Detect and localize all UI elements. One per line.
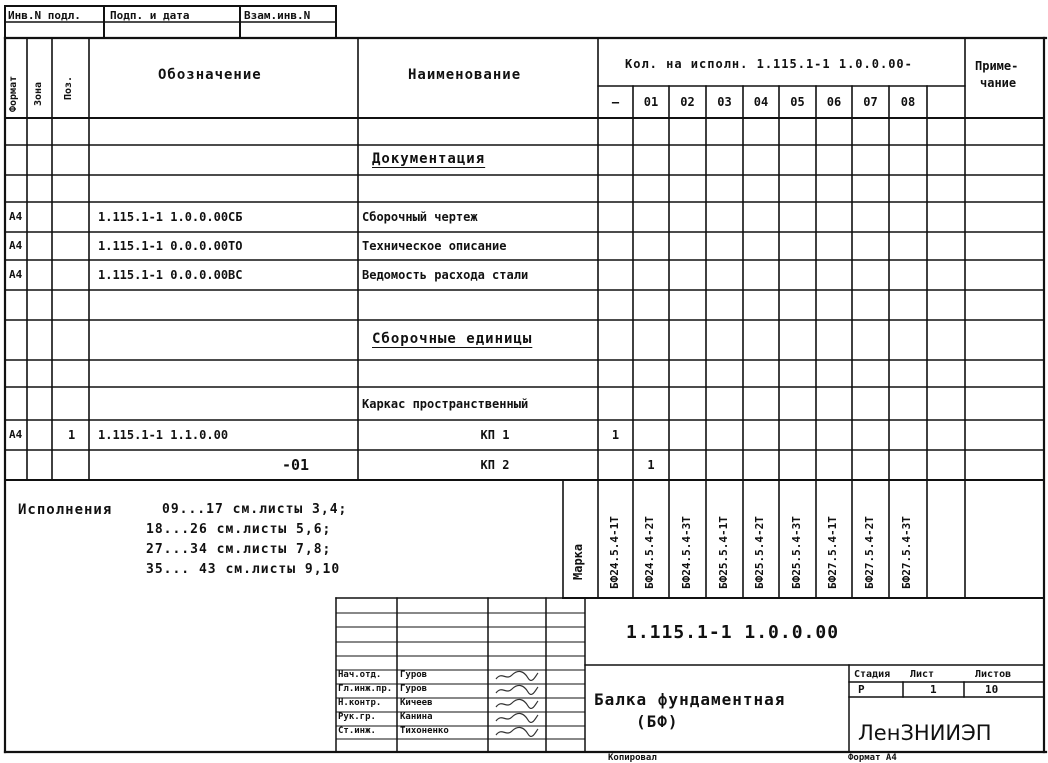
signature-role: Гл.инж.пр. (338, 684, 393, 694)
row-designation: 1.115.1-1 0.0.0.00ТО (98, 239, 243, 253)
row-designation: 1.115.1-1 0.0.0.00ВС (98, 268, 243, 282)
signature-name: Кичеев (400, 698, 433, 708)
marka-value-3: БФ25.5.4-1Т (716, 516, 730, 589)
row-format: А4 (9, 428, 23, 441)
variant-header-1: 01 (643, 95, 659, 109)
marka-label: Марка (571, 543, 585, 580)
variant-header-0: — (611, 95, 620, 109)
variant-header-3: 03 (717, 95, 732, 109)
footer-kopiroval: Копировал (608, 753, 657, 763)
sheet-value: 1 (930, 683, 937, 696)
organization-name: ЛенЗНИИЭП (858, 721, 992, 745)
row-name: КП 1 (480, 428, 510, 442)
variant-header-7: 07 (863, 95, 878, 109)
format-header: Формат (8, 75, 19, 112)
marka-value-5: БФ25.5.4-3Т (789, 516, 803, 589)
executions-line-2: 18...26 см.листы 5,6; (146, 522, 332, 537)
marka-value-7: БФ27.5.4-2Т (862, 516, 876, 589)
executions-line-3: 27...34 см.листы 7,8; (146, 542, 332, 557)
poz-header: Поз. (63, 75, 74, 100)
sheets-value: 10 (985, 683, 999, 696)
row-designation: 1.115.1-1 1.0.0.00СБ (98, 210, 243, 224)
signature-name: Гуров (400, 684, 428, 694)
signature-role: Рук.гр. (338, 712, 376, 722)
title-line-1: Балка фундаментная (594, 690, 786, 709)
stage-value: Р (858, 683, 865, 696)
row-name: КП 2 (480, 458, 510, 472)
title-line-2: (БФ) (636, 712, 679, 731)
executions-title: Исполнения (18, 502, 113, 518)
signature-name: Тихоненко (400, 726, 449, 736)
marka-value-0: БФ24.5.4-1Т (607, 516, 621, 589)
primechanie-header-2: чание (980, 76, 1017, 90)
signature-role: Нач.отд. (338, 670, 382, 680)
signature-role: Н.контр. (338, 698, 382, 708)
footer-format: Формат А4 (848, 753, 897, 763)
stage-label: Стадия (854, 669, 891, 680)
row-name: Техническое описание (362, 239, 507, 253)
name-header: Наименование (408, 67, 522, 83)
row-name: Сборочные единицы (372, 331, 533, 347)
inv-podl-label: Инв.N подл. (8, 9, 81, 22)
row-format: А4 (9, 210, 23, 223)
row-name: Сборочный чертеж (362, 210, 478, 224)
marka-value-1: БФ24.5.4-2Т (643, 516, 656, 589)
marka-value-2: БФ24.5.4-3Т (679, 516, 693, 589)
marka-value-6: БФ27.5.4-1Т (826, 516, 839, 589)
handwritten-signature (494, 725, 540, 741)
signature-role: Ст.инж. (338, 726, 376, 736)
sheet-label: Лист (910, 669, 935, 680)
row-designation: -01 (282, 456, 310, 474)
row-name: Каркас пространственный (362, 397, 529, 411)
row-qty-1: 1 (647, 458, 655, 472)
executions-line-4: 35... 43 см.листы 9,10 (146, 562, 341, 577)
variant-header-5: 05 (790, 95, 805, 109)
signature-name: Гуров (400, 670, 428, 680)
row-name: Ведомость расхода стали (362, 268, 529, 282)
variant-header-8: 08 (900, 95, 916, 109)
variant-header-6: 06 (826, 95, 842, 109)
row-position: 1 (68, 428, 76, 442)
marka-value-4: БФ25.5.4-2Т (753, 516, 766, 589)
sheets-label: Листов (975, 669, 1012, 680)
row-designation: 1.115.1-1 1.1.0.00 (98, 428, 229, 442)
row-format: А4 (9, 268, 23, 281)
vzam-inv-label: Взам.инв.N (244, 9, 311, 22)
executions-line-1: 09...17 см.листы 3,4; (162, 502, 348, 517)
document-code: 1.115.1-1 1.0.0.00 (626, 622, 840, 643)
row-qty-0: 1 (611, 428, 620, 442)
marka-value-8: БФ27.5.4-3Т (900, 516, 913, 589)
designation-header: Обозначение (158, 67, 262, 83)
zona-header: Зона (33, 81, 44, 106)
row-format: А4 (9, 239, 23, 252)
podp-data-label: Подп. и дата (110, 9, 190, 22)
row-name: Документация (372, 151, 486, 167)
variant-header-2: 02 (680, 95, 695, 109)
kol-group-header: Кол. на исполн. 1.115.1-1 1.0.0.00- (625, 57, 913, 71)
signature-name: Канина (400, 712, 433, 722)
primechanie-header-1: Приме- (975, 59, 1019, 73)
variant-header-4: 04 (753, 95, 769, 109)
